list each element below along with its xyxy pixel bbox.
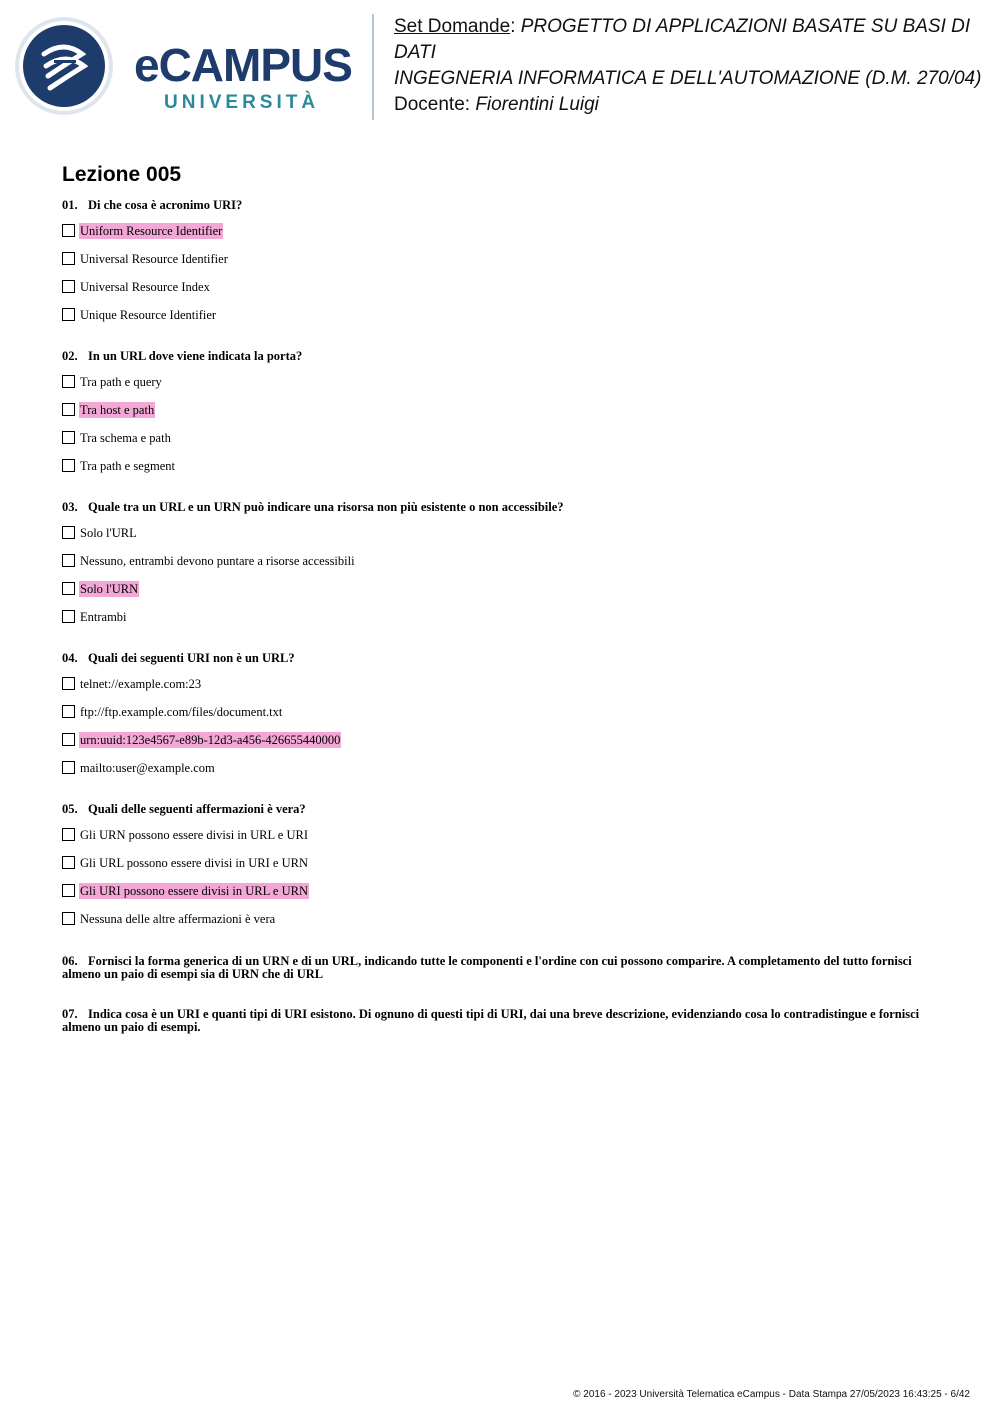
question-number: 05. [62,802,78,816]
answer-option[interactable] [62,252,942,280]
course-line: Set Domande: PROGETTO DI APPLICAZIONI BASATE SU BASI DI DATI [394,16,971,63]
answer-option[interactable] [62,761,942,789]
option-checkbox[interactable] [62,677,75,690]
question-title [62,652,942,665]
option-text: Nessuno, entrambi devono puntare a risorse accessibili [80,554,355,568]
option-text: Universal Resource Index [80,280,210,294]
answer-option[interactable] [62,459,942,487]
option-checkbox[interactable] [62,733,75,746]
brand-sub: UNIVERSITÀ [164,92,320,113]
page-footer: © 2016 - 2023 Università Telematica eCampus - Data Stampa 27/05/2023 16:43:25 - 6/42 [573,1389,970,1400]
option-checkbox[interactable] [62,856,75,869]
question-text: In un URL dove viene indicata la porta? [88,349,303,363]
option-checkbox[interactable] [62,884,75,897]
question-title [62,199,942,212]
question-text: Di che cosa è acronimo URI? [88,198,243,212]
question-block [62,199,942,336]
option-checkbox[interactable] [62,705,75,718]
option-checkbox[interactable] [62,582,75,595]
answer-option[interactable] [62,582,942,610]
answer-option[interactable] [62,884,942,912]
option-text: Gli URL possono essere divisi in URI e URN [80,856,308,870]
option-checkbox[interactable] [62,459,75,472]
course-name: PROGETTO DI APPLICAZIONI BASATE SU BASI DI DATI [394,16,971,63]
answer-option[interactable] [62,733,942,761]
option-checkbox[interactable] [62,610,75,623]
option-text-correct: urn:uuid:123e4567-e89b-12d3-a456-426655440000 [80,733,341,747]
option-checkbox[interactable] [62,252,75,265]
option-text: Solo l'URL [80,526,137,540]
question-number: 02. [62,349,78,363]
question-text: Indica cosa è un URI e quanti tipi di URI esistono. Di ognuno di questi tipi di URI, dai una breve descrizione, evidenziando cosa lo contradistingue e fornisci almeno un paio di esempi. [62,1007,920,1034]
option-text: Unique Resource Identifier [80,308,217,322]
option-checkbox[interactable] [62,308,75,321]
option-text: ftp://ftp.example.com/files/document.txt [80,705,283,719]
answer-option[interactable] [62,280,942,308]
option-text: telnet://example.com:23 [80,677,202,691]
question-number: 01. [62,198,78,212]
option-text: Tra path e segment [80,459,176,473]
question-text: Fornisci la forma generica di un URN e di un URL, indicando tutte le componenti e l'ordine con cui possono comparire. A completamento del tutto fornisci almeno un paio di esempi sia di URN che di URL [62,954,912,981]
degree-name: INGEGNERIA INFORMATICA E DELL'AUTOMAZIONE (D.M. 270/04) [394,68,982,89]
question-block [62,350,942,487]
option-checkbox[interactable] [62,526,75,539]
answer-option[interactable] [62,375,942,403]
option-checkbox[interactable] [62,431,75,444]
question-block [62,803,942,940]
brand-name: eCAMPUS [134,39,352,91]
answer-option[interactable] [62,308,942,336]
question-number: 04. [62,651,78,665]
answer-option[interactable] [62,705,942,733]
open-question [62,955,942,981]
answer-option[interactable] [62,677,942,705]
answer-option[interactable] [62,403,942,431]
answer-option[interactable] [62,912,942,940]
answer-option[interactable] [62,828,942,856]
option-text-correct: Uniform Resource Identifier [80,224,223,238]
question-number: 07. [62,1007,78,1021]
option-text: Gli URN possono essere divisi in URL e URI [80,828,308,842]
option-checkbox[interactable] [62,403,75,416]
open-question [62,1008,942,1034]
question-text: Quali dei seguenti URI non è un URL? [88,651,295,665]
answer-option[interactable] [62,856,942,884]
option-checkbox[interactable] [62,912,75,925]
option-text: Tra path e query [80,375,162,389]
teacher-line [394,92,994,118]
option-checkbox[interactable] [62,280,75,293]
answer-option[interactable] [62,610,942,638]
ecampus-logo [14,14,359,118]
option-text: Entrambi [80,610,127,624]
answer-option[interactable] [62,224,942,252]
option-text: Universal Resource Identifier [80,252,228,266]
answer-option[interactable] [62,554,942,582]
option-checkbox[interactable] [62,554,75,567]
teacher-name: Fiorentini Luigi [475,94,599,115]
answer-option[interactable] [62,526,942,554]
question-text: Quale tra un URL e un URN può indicare una risorsa non più esistente o non accessibile? [88,500,564,514]
header-info [394,14,994,118]
option-checkbox[interactable] [62,761,75,774]
option-text-correct: Tra host e path [80,403,155,417]
option-checkbox[interactable] [62,375,75,388]
question-number: 03. [62,500,78,514]
option-text-correct: Gli URI possono essere divisi in URL e URN [80,884,308,898]
option-text: Tra schema e path [80,431,171,445]
set-label: Set Domande [394,16,511,37]
option-text: mailto:user@example.com [80,761,215,775]
option-text-correct: Solo l'URN [80,582,139,596]
option-text: Nessuna delle altre affermazioni è vera [80,912,276,926]
option-checkbox[interactable] [62,828,75,841]
header-divider [372,14,374,120]
question-block [62,501,942,638]
question-title [62,803,942,816]
question-block [62,652,942,789]
question-number: 06. [62,954,78,968]
option-checkbox[interactable] [62,224,75,237]
question-title [62,501,942,514]
answer-option[interactable] [62,431,942,459]
lesson-title: Lezione 005 [62,163,182,186]
question-title [62,350,942,363]
teacher-label: Docente: [394,94,471,115]
question-text: Quali delle seguenti affermazioni è vera? [88,802,306,816]
